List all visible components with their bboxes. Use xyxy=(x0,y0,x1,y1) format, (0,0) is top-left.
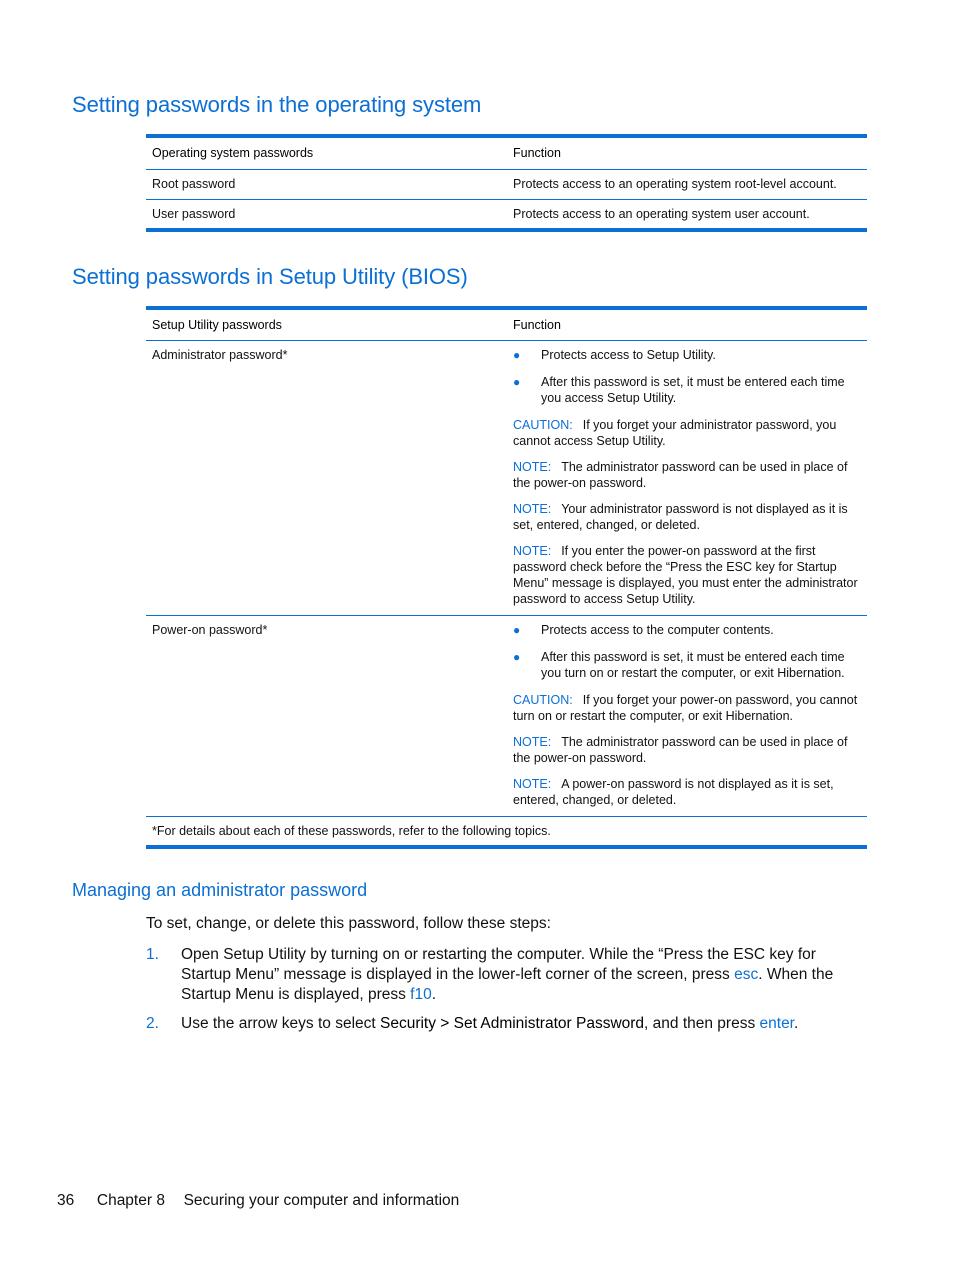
bullet-icon: ● xyxy=(513,375,521,389)
chapter-title: Securing your computer and information xyxy=(183,1192,460,1209)
note-label: NOTE: xyxy=(513,735,552,749)
caution-note: CAUTION: If you forget your administrator password, you cannot access Setup Utility. xyxy=(513,418,837,448)
chapter-label: Chapter 8 xyxy=(96,1192,165,1209)
caution-note: CAUTION: If you forget your power-on password, you cannot turn on or restart the computer, or exit Hibernation. xyxy=(513,693,858,723)
password-name: Administrator password* xyxy=(152,348,288,362)
page-number: 36 xyxy=(57,1192,75,1209)
note-label: NOTE: xyxy=(513,502,552,516)
bullet-icon: ● xyxy=(513,623,521,637)
key-enter: enter xyxy=(759,1015,794,1032)
step-2 xyxy=(146,1014,866,1034)
table-header-row xyxy=(146,308,867,341)
list-item: ● Protects access to Setup Utility. xyxy=(513,348,716,362)
column-header-passwords: Operating system passwords xyxy=(152,146,314,160)
step-text: Use the arrow keys to select Security > Set Administrator Password, and then press enter. xyxy=(181,1015,799,1032)
os-passwords-table xyxy=(146,134,867,232)
bullet-icon: ● xyxy=(513,650,521,664)
step-number: 2. xyxy=(146,1015,159,1032)
note: NOTE: The administrator password can be used in place of the power-on password. xyxy=(513,735,848,765)
caution-label: CAUTION: xyxy=(513,693,573,707)
subsection-title-admin-password: Managing an administrator password xyxy=(72,880,368,900)
note-label: NOTE: xyxy=(513,460,552,474)
bullet-icon: ● xyxy=(513,348,521,362)
password-name: Power-on password* xyxy=(152,623,268,637)
table-row-administrator xyxy=(146,341,867,616)
section-title-bios-passwords: Setting passwords in Setup Utility (BIOS) xyxy=(72,264,468,289)
bios-passwords-table xyxy=(146,306,867,849)
note: NOTE: A power-on password is not displayed as it is set, entered, changed, or deleted. xyxy=(513,777,834,807)
password-function-cell xyxy=(507,341,867,616)
password-name: User password xyxy=(152,207,236,221)
table-row-power-on xyxy=(146,616,867,817)
step-number: 1. xyxy=(146,946,159,963)
caution-label: CAUTION: xyxy=(513,418,573,432)
password-name: Root password xyxy=(152,177,236,191)
password-function: Protects access to an operating system root-level account. xyxy=(513,177,837,191)
table-footnote-row xyxy=(146,817,867,848)
step-text: Open Setup Utility by turning on or restarting the computer. While the “Press the ESC key for Startup Menu” message is displayed in the lower-left corner of the screen, press esc. When the Startup Menu is displayed, press f10. xyxy=(181,946,834,1003)
table-header-row xyxy=(146,136,867,170)
column-header-function: Function xyxy=(513,318,561,332)
list-item: ● Protects access to the computer contents. xyxy=(513,623,774,637)
section-title-os-passwords: Setting passwords in the operating system xyxy=(72,92,482,117)
password-function: Protects access to an operating system user account. xyxy=(513,207,810,221)
column-header-function: Function xyxy=(513,146,561,160)
note-label: NOTE: xyxy=(513,777,552,791)
note-label: NOTE: xyxy=(513,544,552,558)
note: NOTE: If you enter the power-on password at the first password check before the “Press the ESC key for Startup Menu” message is displayed, you must enter the administrator password to access Setup Utility. xyxy=(513,544,858,606)
list-item: ● After this password is set, it must be entered each time you turn on or restart the computer, or exit Hibernation. xyxy=(513,650,845,680)
table-footnote: *For details about each of these passwords, refer to the following topics. xyxy=(152,824,551,838)
note: NOTE: The administrator password can be used in place of the power-on password. xyxy=(513,460,848,490)
step-1 xyxy=(146,945,866,1005)
table-row xyxy=(146,200,867,231)
column-header-passwords: Setup Utility passwords xyxy=(152,318,282,332)
password-function-cell xyxy=(507,616,867,817)
page-footer xyxy=(57,1192,459,1210)
note: NOTE: Your administrator password is not displayed as it is set, entered, changed, or deleted. xyxy=(513,502,848,532)
key-esc: esc xyxy=(734,966,759,983)
list-item: ● After this password is set, it must be entered each time you access Setup Utility. xyxy=(513,375,845,405)
table-row xyxy=(146,170,867,200)
menu-path: Security > Set Administrator Password xyxy=(380,1015,645,1032)
key-f10: f10 xyxy=(410,986,432,1003)
intro-text: To set, change, or delete this password, follow these steps: xyxy=(146,915,551,932)
